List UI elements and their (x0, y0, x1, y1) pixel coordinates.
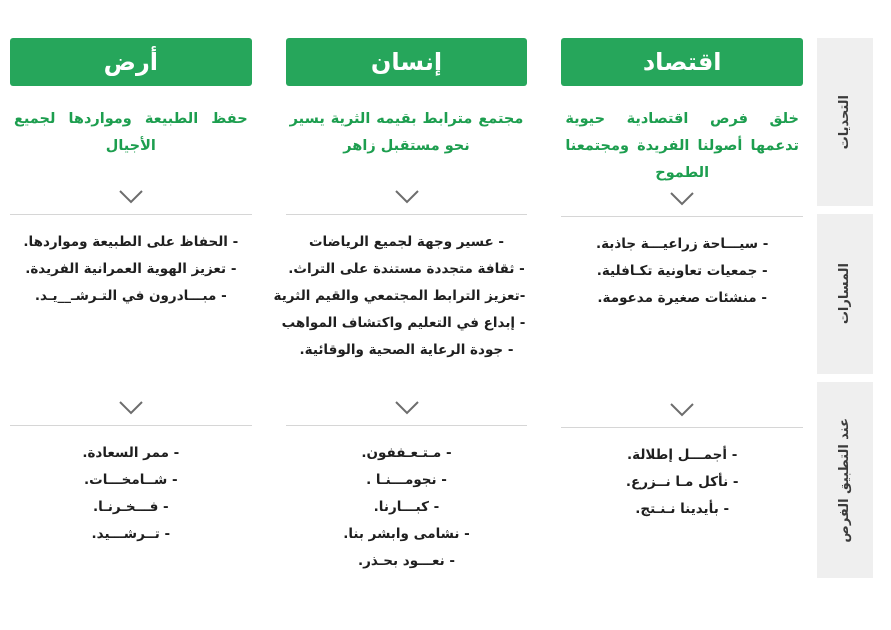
chevron-down-icon (561, 397, 803, 423)
list-item: - ممر السعادة. (82, 445, 180, 461)
list-item: - فـــخـرنـا. (93, 499, 169, 515)
divider-land-2 (10, 425, 252, 426)
chevron-down-icon (10, 184, 252, 210)
pillar-header-economy (561, 38, 803, 86)
list-item: - جودة الرعاية الصحية والوقائية. (299, 342, 514, 358)
pillar-goal-economy: خلق فرص اقتصادية حيوية تدعمها أصولنا الفريدة ومجتمعنا الطموح (565, 111, 799, 181)
pillar-columns (10, 38, 803, 622)
list-item: - تعزيز الهوية العمرانية الفريدة. (25, 261, 237, 277)
list-item: - نجومـــنـا . (366, 472, 447, 488)
row-label-challenges-text: التحديات (836, 94, 852, 150)
list-item: - ثقافة متجددة مستندة على التراث. (288, 261, 525, 277)
list-item: - نعـــود بحـذر. (357, 553, 456, 569)
pillar-goal-human: مجتمع مترابط بقيمه الثرية يسير نحو مستقبل زاهر (289, 111, 524, 154)
row-label-paths (817, 214, 873, 374)
divider-human-1 (286, 214, 528, 215)
pillar-opportunities-human (286, 440, 528, 620)
row-label-rail (817, 38, 873, 586)
pillar-header-human (286, 38, 528, 86)
divider-economy-1 (561, 216, 803, 217)
row-label-paths-text: المسارات (836, 263, 852, 325)
chevron-down-icon (10, 395, 252, 421)
pillar-column-human (273, 38, 528, 622)
list-item: - أجمـــل إطلالة. (627, 447, 738, 464)
pillar-header-land-text: أرض (103, 48, 158, 76)
list-item: - إبداع في التعليم واكتشاف المواهب (281, 315, 526, 331)
list-item: - نأكل مـا نــزرع. (625, 474, 739, 491)
pillar-opportunities-land (10, 440, 252, 620)
row-label-opportunities (817, 382, 873, 578)
list-item: - نشامى وابشر بنا. (343, 526, 470, 542)
list-item: - مـتـعـففون. (361, 445, 452, 461)
chevron-down-icon (286, 395, 528, 421)
chevron-down-icon (286, 184, 528, 210)
divider-economy-2 (561, 427, 803, 428)
list-item: - عسير وجهة لجميع الرياضات (308, 234, 504, 250)
list-item: - الحفاظ على الطبيعة ومواردها. (23, 234, 239, 250)
pillar-column-economy (561, 38, 803, 622)
pillar-header-human-text: إنسان (370, 48, 443, 76)
pillar-column-land (10, 38, 252, 622)
list-item: - سيـــاحة زراعيـــة جاذبة. (595, 236, 769, 253)
list-item: - مبـــادرون في التـرشـ__يـد. (34, 288, 227, 304)
list-item: - منشئات صغيرة مدعومة. (597, 290, 767, 307)
pillar-header-economy-text: اقتصاد (642, 48, 722, 76)
pillar-header-land (10, 38, 252, 86)
pillar-paths-land (10, 229, 252, 395)
list-item: - جمعيات تعاونية تكـافلية. (596, 263, 768, 280)
list-item: - بأيدينا نـنـتج. (635, 501, 730, 518)
row-label-opportunities-text: عند التطبيق الفرص (836, 417, 852, 543)
pillar-paths-economy (561, 231, 803, 397)
pillar-opportunities-economy (561, 442, 803, 622)
list-item: -تعزيز الترابط المجتمعي والقيم الثرية (273, 288, 526, 304)
list-item: - شــامخـــات. (84, 472, 178, 488)
divider-human-2 (286, 425, 528, 426)
pillar-goal-land: حفظ الطبيعة ومواردها لجميع الأجيال (13, 111, 248, 154)
row-label-challenges (817, 38, 873, 206)
divider-land-1 (10, 214, 252, 215)
list-item: - تــرشـــيد. (91, 526, 171, 542)
chevron-down-icon (561, 186, 803, 212)
pillar-paths-human (273, 229, 528, 395)
list-item: - كبـــارنا. (373, 499, 440, 515)
